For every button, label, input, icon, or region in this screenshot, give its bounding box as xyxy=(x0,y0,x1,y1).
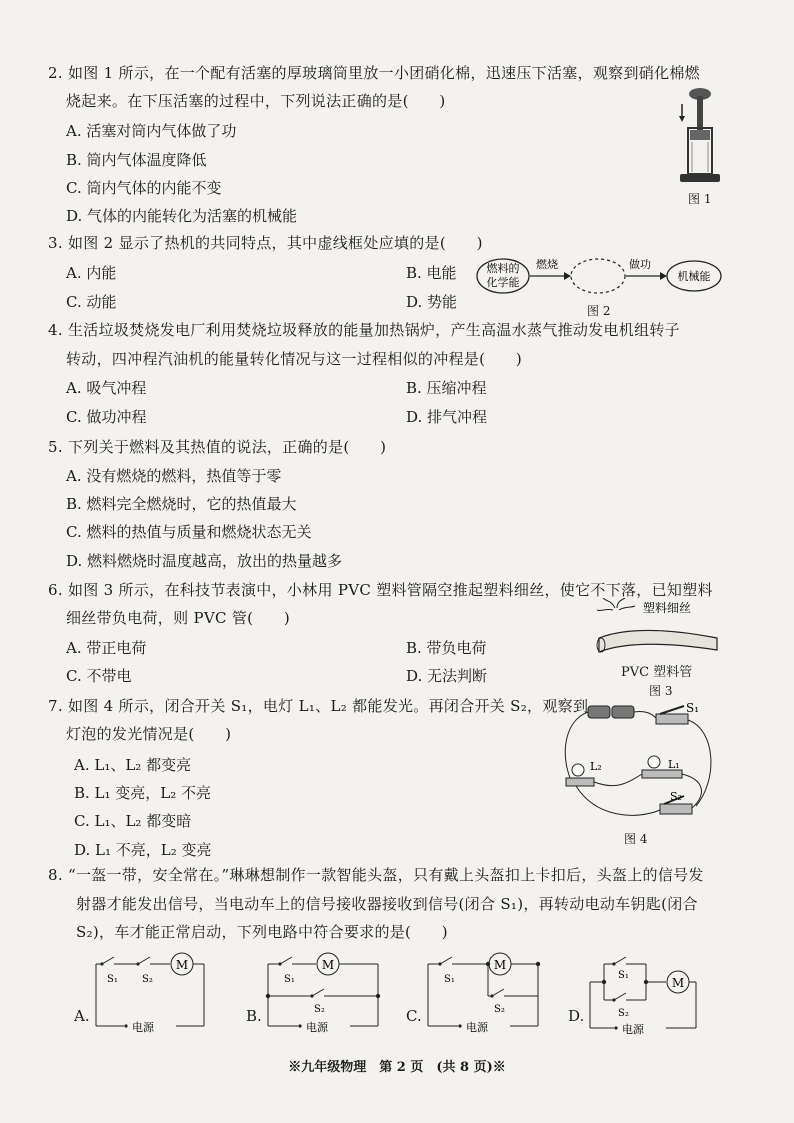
circuit-d-s2: S₂ xyxy=(618,1008,629,1019)
figure-2-energy-flow xyxy=(476,250,726,306)
circuit-c-s1: S₁ xyxy=(444,974,455,985)
figure-3-caption: 图 3 xyxy=(649,684,673,698)
circuit-b-source: 电源 xyxy=(306,1021,328,1034)
page-footer: ※九年级物理 第 2 页 (共 8 页)※ xyxy=(288,1060,506,1075)
figure-3-pvc-pipe xyxy=(595,598,725,660)
figure-4-l1-label: L₁ xyxy=(668,758,680,771)
figure-2-box2: 机械能 xyxy=(677,270,711,283)
circuit-a-motor: M xyxy=(175,958,189,972)
figure-2-caption: 图 2 xyxy=(587,304,611,318)
q7-option-b: B. L₁ 变亮，L₂ 不亮 xyxy=(74,784,212,802)
figure-2-box1-line1: 燃料的 xyxy=(486,262,520,275)
circuit-b-s1: S₁ xyxy=(284,974,295,985)
q3-option-a: A. 内能 xyxy=(66,264,117,282)
circuit-c-letter: C. xyxy=(406,1007,422,1025)
figure-2-arrow1-label: 燃烧 xyxy=(536,258,558,271)
q4-option-b: B. 压缩冲程 xyxy=(406,379,487,397)
circuit-c-motor: M xyxy=(493,958,507,972)
figure-4-s1-label: S₁ xyxy=(686,701,700,715)
figure-2-box1-line2: 化学能 xyxy=(486,276,520,289)
circuit-a-source: 电源 xyxy=(132,1021,154,1034)
q5-option-d: D. 燃料燃烧时温度越高，放出的热量越多 xyxy=(66,552,343,570)
figure-4-l2-label: L₂ xyxy=(590,760,602,773)
circuit-d-source: 电源 xyxy=(622,1023,644,1036)
figure-4-s2-label: S₂ xyxy=(670,790,682,803)
q3-option-d: D. 势能 xyxy=(406,293,458,311)
q3-stem: 3. 如图 2 显示了热机的共同特点，其中虚线框处应填的是( ) xyxy=(48,234,483,252)
figure-4-circuit-photo xyxy=(556,700,726,828)
circuit-a-s1: S₁ xyxy=(107,974,118,985)
circuit-b-letter: B. xyxy=(246,1007,262,1025)
circuit-b-motor: M xyxy=(321,958,335,972)
circuit-d-diagram xyxy=(584,952,706,1042)
circuit-c-source: 电源 xyxy=(466,1021,488,1034)
q4-option-c: C. 做功冲程 xyxy=(66,408,147,426)
q3-option-b: B. 电能 xyxy=(406,264,457,282)
q4-option-d: D. 排气冲程 xyxy=(406,408,488,426)
q3-option-c: C. 动能 xyxy=(66,293,117,311)
q4-option-a: A. 吸气冲程 xyxy=(66,379,147,397)
figure-3-label-threads: 塑料细丝 xyxy=(643,601,692,615)
q5-option-b: B. 燃料完全燃烧时，它的热值最大 xyxy=(66,495,297,513)
circuit-a-diagram xyxy=(92,952,208,1042)
q5-stem: 5. 下列关于燃料及其热值的说法，正确的是( ) xyxy=(48,438,387,456)
q2-option-d: D. 气体的内能转化为活塞的机械能 xyxy=(66,207,298,225)
figure-4-caption: 图 4 xyxy=(624,832,648,846)
q4-stem-line1: 4. 生活垃圾焚烧发电厂利用焚烧垃圾释放的能量加热锅炉，产生高温水蒸气推动发电机组转子 xyxy=(48,321,680,339)
figure-1-caption: 图 1 xyxy=(688,192,712,206)
q8-stem-line3: S₂)，车才能正常启动，下列电路中符合要求的是( ) xyxy=(76,923,448,941)
q6-option-b: B. 带负电荷 xyxy=(406,639,487,657)
q6-option-d: D. 无法判断 xyxy=(406,667,488,685)
circuit-b-diagram xyxy=(262,952,384,1042)
q6-stem-line1: 6. 如图 3 所示，在科技节表演中，小林用 PVC 塑料管隔空推起塑料细丝，使它不下落，已知塑料 xyxy=(48,581,713,599)
q2-stem-line2: 烧起来。在下压活塞的过程中，下列说法正确的是( ) xyxy=(66,92,446,110)
circuit-c-diagram xyxy=(422,952,544,1042)
q7-stem-line1: 7. 如图 4 所示，闭合开关 S₁，电灯 L₁、L₂ 都能发光。再闭合开关 S₂，观察到 xyxy=(48,697,589,715)
circuit-d-s1: S₁ xyxy=(618,970,629,981)
q8-stem-line2: 射器才能发出信号，当电动车上的信号接收器接收到信号(闭合 S₁)，再转动电动车钥匙(闭合 xyxy=(76,895,698,913)
q6-option-c: C. 不带电 xyxy=(66,667,132,685)
q7-option-d: D. L₁ 不亮，L₂ 变亮 xyxy=(74,841,212,859)
figure-3-label-pipe: PVC 塑料管 xyxy=(621,665,693,680)
circuit-b-s2: S₂ xyxy=(314,1004,325,1015)
circuit-d-motor: M xyxy=(671,976,685,990)
circuit-a-letter: A. xyxy=(74,1007,90,1025)
q2-option-a: A. 活塞对筒内气体做了功 xyxy=(66,122,237,140)
q7-option-a: A. L₁、L₂ 都变亮 xyxy=(74,756,192,774)
figure-1-piston-cylinder xyxy=(670,84,730,190)
circuit-d-letter: D. xyxy=(568,1007,585,1025)
q8-stem-line1: 8. “一盔一带，安全常在。”琳琳想制作一款智能头盔，只有戴上头盔扣上卡扣后，头盔上的信号发 xyxy=(48,866,704,884)
q2-option-c: C. 筒内气体的内能不变 xyxy=(66,179,222,197)
q7-stem-line2: 灯泡的发光情况是( ) xyxy=(66,725,232,743)
circuit-c-s2: S₂ xyxy=(494,1004,505,1015)
q2-stem-line1: 2. 如图 1 所示，在一个配有活塞的厚玻璃筒里放一小团硝化棉，迅速压下活塞，观察到硝化棉燃 xyxy=(48,64,700,82)
q6-stem-line2: 细丝带负电荷，则 PVC 管( ) xyxy=(66,609,291,627)
figure-2-dashed-box xyxy=(571,259,625,293)
q5-option-c: C. 燃料的热值与质量和燃烧状态无关 xyxy=(66,523,312,541)
q5-option-a: A. 没有燃烧的燃料，热值等于零 xyxy=(66,467,282,485)
q7-option-c: C. L₁、L₂ 都变暗 xyxy=(74,812,192,830)
circuit-a-s2: S₂ xyxy=(142,974,153,985)
q6-option-a: A. 带正电荷 xyxy=(66,639,147,657)
q4-stem-line2: 转动，四冲程汽油机的能量转化情况与这一过程相似的冲程是( ) xyxy=(66,350,523,368)
q2-option-b: B. 筒内气体温度降低 xyxy=(66,151,207,169)
figure-2-arrow2-label: 做功 xyxy=(629,258,651,271)
